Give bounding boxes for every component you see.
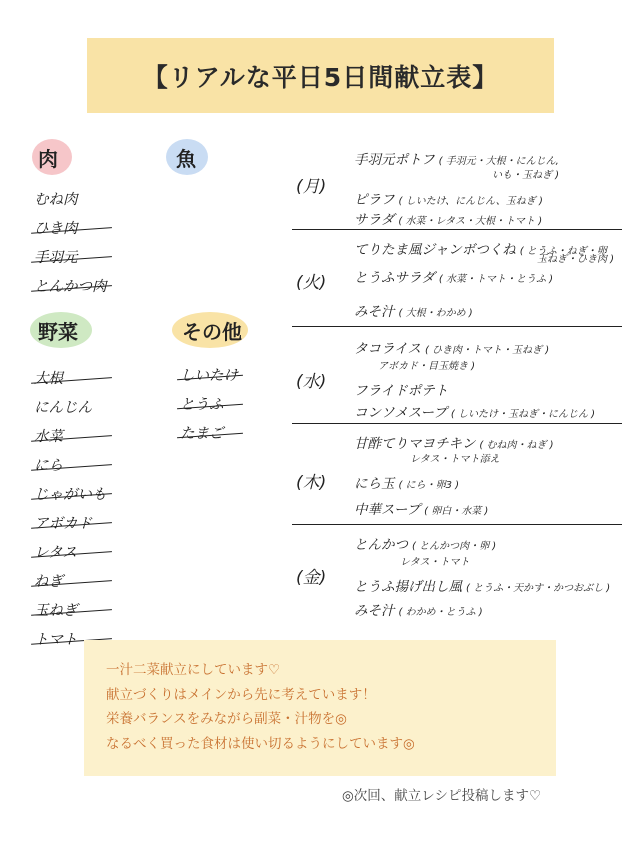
category-fish (172, 143, 200, 172)
note-line: なるべく買った食材は使い切るようにしています◎ (106, 735, 415, 752)
dish-name: コンソメスープ (354, 405, 447, 421)
dish-ingredients: ( 水菜・トマト・とうふ ) (438, 274, 554, 285)
other-item: しいたけ (180, 362, 238, 391)
category-other-label: その他 (182, 320, 242, 344)
dish-ingredients-cont (410, 450, 500, 465)
vegetables-item-list (34, 365, 107, 655)
dish-ingredients: ( しいたけ・玉ねぎ・にんじん ) (450, 409, 596, 420)
dish-name: とうふ揚げ出し風 (354, 579, 462, 595)
dish-ingredients: ( とうふ・ねぎ・卵 (519, 246, 607, 257)
day-divider (292, 423, 622, 424)
dish-name: みそ汁 (354, 304, 395, 320)
dish (354, 498, 488, 518)
day-label: (木) (296, 473, 327, 493)
notes-box (84, 640, 556, 776)
dish-ingredients-cont (492, 166, 559, 181)
category-meat-label: 肉 (38, 147, 58, 171)
dish-ingredients: 玉ねぎ・ひき肉 ) (537, 254, 615, 265)
day-divider (292, 229, 622, 230)
dish-name: てりたま風ジャンボつくね (354, 242, 516, 258)
day-divider (292, 524, 622, 525)
dish (354, 300, 473, 320)
dish-ingredients-cont (400, 553, 470, 568)
dish-name: フライドポテト (354, 383, 449, 399)
day-label: (月) (296, 177, 327, 197)
dish (354, 266, 553, 286)
dish-ingredients-cont (537, 250, 614, 265)
vegetable-item: アボカド (34, 510, 107, 539)
dish-ingredients-cont (378, 357, 475, 372)
dish-ingredients: いも・玉ねぎ ) (492, 170, 560, 181)
vegetable-item: トマト (34, 626, 107, 655)
dish-name: みそ汁 (354, 603, 395, 619)
dish (354, 337, 549, 357)
note-line: 栄養バランスをみながら副菜・汁物を◎ (106, 711, 347, 727)
dish (354, 148, 559, 168)
dish (354, 188, 543, 208)
category-fish-label: 魚 (176, 147, 196, 171)
other-item: たまご (180, 420, 238, 449)
dish (354, 432, 554, 452)
dish-ingredients: ( むね肉・ねぎ ) (479, 440, 554, 451)
other-item-list (180, 362, 238, 449)
vegetable-item: ねぎ (34, 568, 107, 597)
dish-name: にら玉 (354, 476, 395, 492)
note-line: 献立づくりはメインから先に考えています！ (106, 686, 376, 703)
meat-item: 手羽元 (34, 244, 107, 273)
other-item: とうふ (180, 391, 238, 420)
dish-ingredients: アボカド・目玉焼き ) (378, 361, 476, 372)
dish-ingredients: レタス・トマト (400, 557, 470, 568)
meat-item: とんかつ肉 (34, 273, 107, 302)
meat-item: ひき肉 (34, 215, 107, 244)
vegetable-item: レタス (34, 539, 107, 568)
dish-ingredients: ( 大根・わかめ ) (398, 308, 473, 319)
vegetable-item: じゃがいも (34, 481, 107, 510)
vegetable-item: にんじん (34, 400, 92, 416)
dish-ingredients: ( わかめ・とうふ ) (398, 607, 483, 618)
meat-item-list (34, 186, 107, 302)
dish (354, 599, 483, 619)
day-label: (金) (296, 568, 327, 588)
dish-ingredients: ( にら・卵3 ) (398, 480, 460, 491)
dish-name: 甘酢てりマヨチキン (354, 436, 476, 452)
category-vegetables (34, 316, 82, 345)
dish-ingredients: ( 水菜・レタス・大根・トマト ) (398, 216, 543, 227)
category-other (178, 316, 246, 345)
vegetable-item: にら (34, 452, 107, 481)
vegetable-item: 大根 (34, 365, 107, 394)
dish-ingredients: ( ひき肉・トマト・玉ねぎ ) (424, 345, 550, 356)
dish (354, 472, 459, 492)
vegetable-item: 水菜 (34, 423, 107, 452)
dish (354, 379, 448, 399)
dish (354, 533, 496, 553)
day-label: (火) (296, 273, 327, 293)
dish-name: サラダ (354, 212, 395, 228)
dish-name: ピラフ (354, 192, 395, 208)
dish-ingredients: ( 卵白・水菜 ) (424, 506, 489, 517)
category-meat (34, 143, 62, 172)
page-title: 【リアルな平日5日間献立表】 (87, 38, 554, 113)
dish (354, 401, 595, 421)
dish-ingredients: ( とうふ・天かす・かつおぶし ) (465, 583, 611, 594)
category-vegetables-label: 野菜 (38, 320, 78, 344)
vegetable-item: 玉ねぎ (34, 597, 107, 626)
dish-ingredients: ( しいたけ、にんじん、玉ねぎ ) (398, 196, 543, 207)
dish-name: タコライス (354, 341, 421, 357)
dish-ingredients: ( とんかつ肉・卵 ) (411, 541, 497, 552)
notes-text (106, 658, 415, 756)
note-line: 一汁二菜献立にしています♡ (106, 662, 281, 678)
dish-ingredients: レタス・トマト添え (410, 454, 500, 465)
day-label: (水) (296, 372, 327, 392)
dish (354, 208, 542, 228)
dish (354, 575, 610, 595)
dish-name: 中華スープ (354, 502, 421, 518)
dish-ingredients: ( 手羽元・大根・にんじん, (438, 156, 559, 167)
footer-note: ◎次回、献立レシピ投稿します♡ (342, 788, 542, 804)
day-divider (292, 326, 622, 327)
dish-name: 手羽元ポトフ (354, 152, 435, 168)
dish-name: とうふサラダ (354, 270, 435, 286)
meat-item: むね肉 (34, 192, 78, 208)
dish-name: とんかつ (354, 537, 408, 553)
